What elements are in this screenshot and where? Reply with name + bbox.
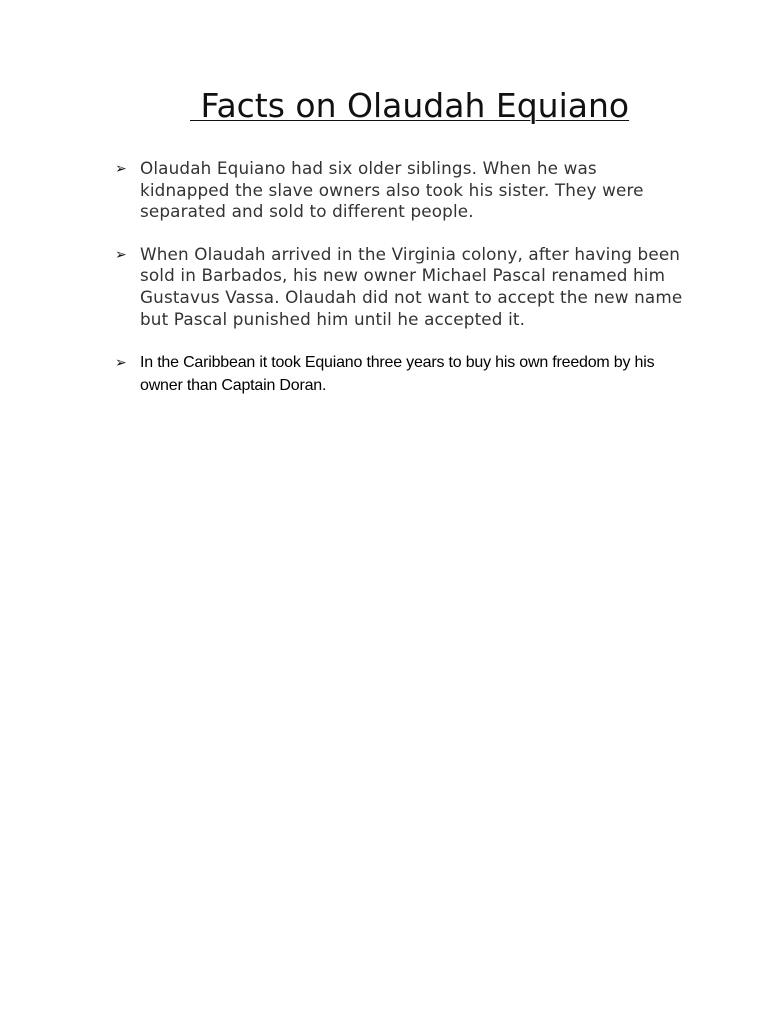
fact-list bbox=[115, 158, 690, 418]
fact-text: Olaudah Equiano had six older siblings. When he was kidnapped the slave owners also took his sister. They were separated and sold to different people. bbox=[140, 158, 644, 222]
page-title: Facts on Olaudah Equiano bbox=[190, 86, 630, 125]
arrowhead-bullet-icon: ➢ bbox=[115, 161, 127, 177]
fact-text: When Olaudah arrived in the Virginia colony, after having been sold in Barbados, his new owner Michael Pascal renamed him Gustavus Vassa. Olaudah did not want to accept the new name but Pascal punished him until he accepted it. bbox=[140, 243, 683, 329]
fact-text: In the Caribbean it took Equiano three years to buy his own freedom by his owner than Captain Doran. bbox=[140, 354, 655, 395]
arrowhead-bullet-icon: ➢ bbox=[115, 355, 127, 372]
list-item bbox=[115, 244, 690, 330]
arrowhead-bullet-icon: ➢ bbox=[115, 246, 127, 263]
list-item bbox=[115, 351, 690, 397]
list-item bbox=[115, 158, 690, 223]
